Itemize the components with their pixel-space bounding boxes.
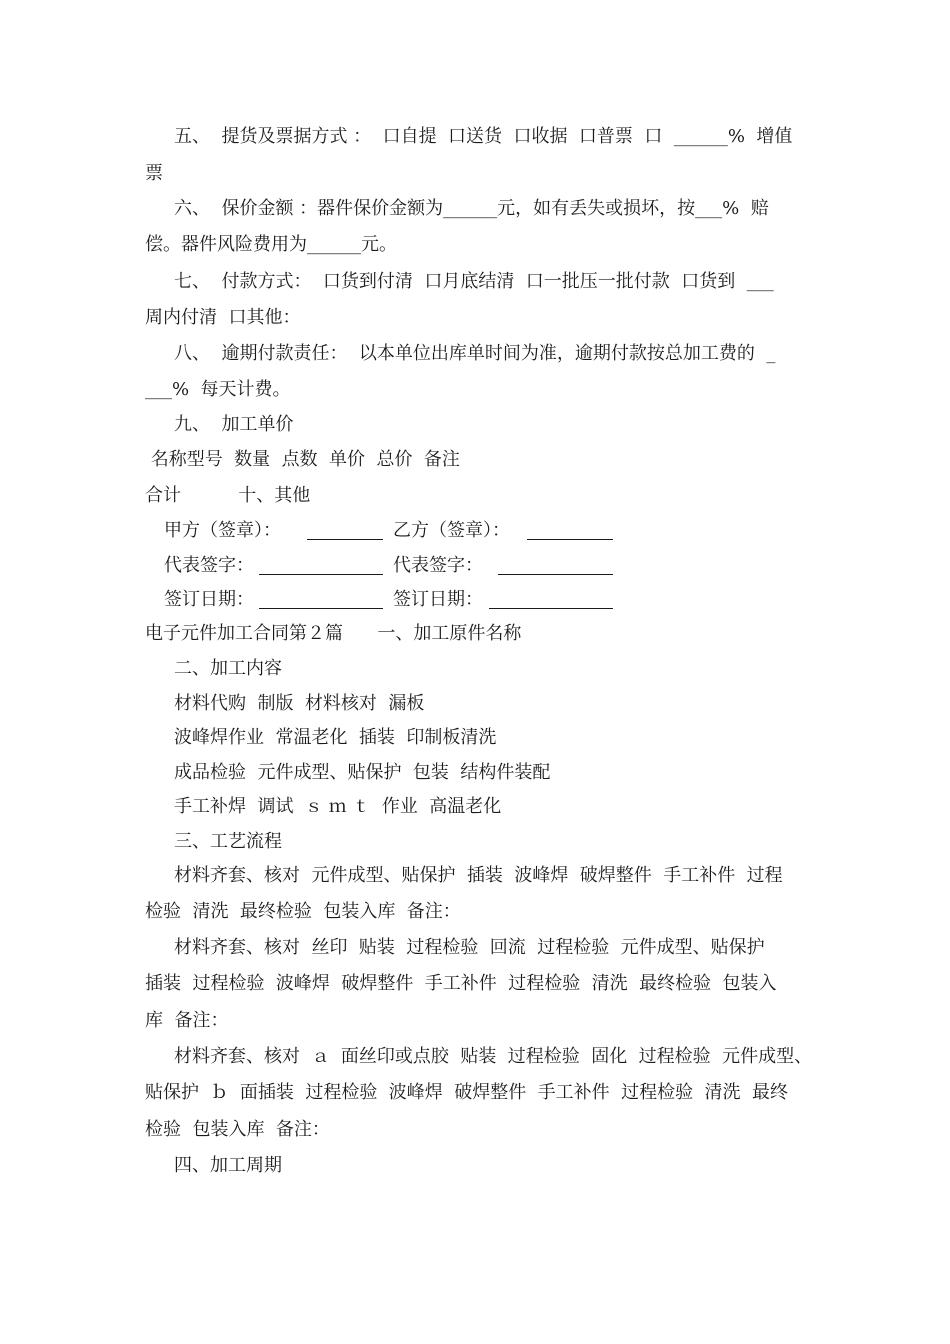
process-1-line-1: 材料齐套、核对 元件成型、贴保护 插装 波峰焊 破焊整件 手工补件 过程 xyxy=(174,865,783,886)
content-row-1: 材料代购 制版 材料核对 漏板 xyxy=(174,693,425,714)
party-a-label: 甲方（签章）： xyxy=(164,520,281,541)
process-3-line-3: 检验 包装入库 备注： xyxy=(145,1119,330,1140)
party-b-label: 乙方（签章）： xyxy=(393,520,510,541)
total-and-clause-10: 合计 十、其他 xyxy=(145,485,311,506)
rep-b-signature-line xyxy=(498,574,613,575)
rep-b-label: 代表签字： xyxy=(393,555,483,576)
clause-8-line-1: 八、 逾期付款责任： 以本单位出库单时间为准，逾期付款按总加工费的 _ xyxy=(174,343,776,364)
content-row-3: 成品检验 元件成型、贴保护 包装 结构件装配 xyxy=(174,762,551,783)
date-a-line xyxy=(259,608,383,609)
process-2-line-1: 材料齐套、核对 丝印 贴装 过程检验 回流 过程检验 元件成型、贴保护 xyxy=(174,937,765,958)
date-b-label: 签订日期： xyxy=(393,589,483,610)
contract-2-title: 电子元件加工合同第２篇 一、加工原件名称 xyxy=(145,623,522,644)
section-3-heading: 三、工艺流程 xyxy=(174,831,282,852)
process-3-line-2: 贴保护 ｂ 面插装 过程检验 波峰焊 破焊整件 手工补件 过程检验 清洗 最终 xyxy=(145,1082,788,1103)
process-3-line-1: 材料齐套、核对 ａ 面丝印或点胶 贴装 过程检验 固化 过程检验 元件成型、 xyxy=(174,1046,813,1067)
process-2-line-3: 库 备注： xyxy=(145,1010,229,1031)
rep-a-signature-line xyxy=(259,574,383,575)
content-row-4: 手工补焊 调试 ｓ ｍ ｔ 作业 高温老化 xyxy=(174,796,502,817)
process-2-line-2: 插装 过程检验 波峰焊 破焊整件 手工补件 过程检验 清洗 最终检验 包装入 xyxy=(145,973,777,994)
date-a-label: 签订日期： xyxy=(164,589,254,610)
party-b-signature-line xyxy=(527,539,613,540)
rep-a-label: 代表签字： xyxy=(164,555,254,576)
section-4-heading: 四、加工周期 xyxy=(174,1155,282,1176)
clause-5-line-2: 票 xyxy=(145,163,163,184)
price-table-header: 名称型号 数量 点数 单价 总价 备注 xyxy=(145,449,460,470)
clause-7-line-2: 周内付清 口其他： xyxy=(145,307,301,328)
section-2-heading: 二、加工内容 xyxy=(174,658,282,679)
clause-5-line-1: 五、 提货及票据方式 ： 口自提 口送货 口收据 口普票 口 ______% 增值 xyxy=(174,126,793,147)
content-row-2: 波峰焊作业 常温老化 插装 印制板清洗 xyxy=(174,727,497,748)
clause-6-line-2: 偿。器件风险费用为______元。 xyxy=(145,234,397,255)
clause-7-line-1: 七、 付款方式： 口货到付清 口月底结清 口一批压一批付款 口货到 ___ xyxy=(174,271,774,292)
clause-6-line-1: 六、 保价金额 ：器件保价金额为______元，如有丢失或损坏，按___% 赔 xyxy=(174,198,769,219)
date-b-line xyxy=(489,608,613,609)
clause-9-heading: 九、 加工单价 xyxy=(174,414,294,435)
party-a-signature-line xyxy=(307,539,383,540)
process-1-line-2: 检验 清洗 最终检验 包装入库 备注： xyxy=(145,901,461,922)
clause-8-line-2: ___% 每天计费。 xyxy=(145,379,291,400)
